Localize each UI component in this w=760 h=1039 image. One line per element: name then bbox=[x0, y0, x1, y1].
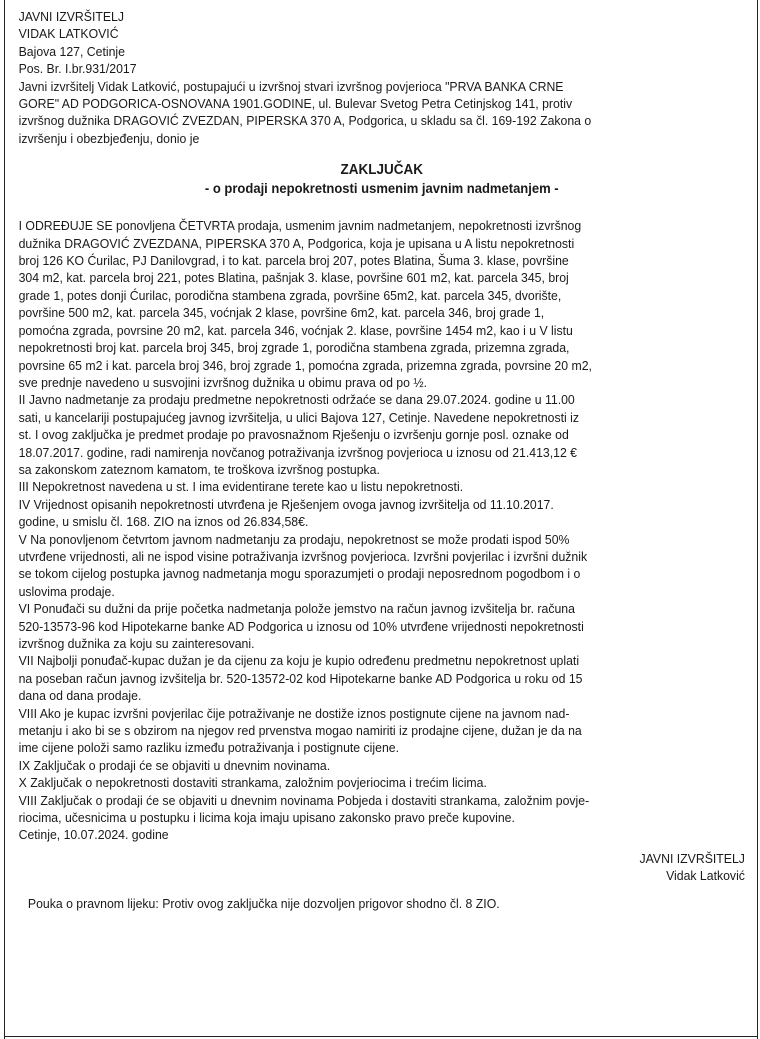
intro-line: izvršenju i obezbjeđenju, donio je bbox=[18, 130, 200, 146]
body-line: III Nepokretnost navedena u st. I ima evidentirane terete kao u listu nepokretnosti. bbox=[18, 479, 464, 495]
body-line: sa zakonskom zateznom kamatom, te troškova izvršnog postupka. bbox=[18, 461, 380, 477]
body-line: godine, u smislu čl. 168. ZIO na iznos od 26.834,58€. bbox=[18, 514, 309, 530]
body-line: ime cijene položi samo razliku između potraživanja i postignute cijene. bbox=[18, 740, 399, 756]
body-line: broj 126 KO Ćurilac, PJ Danilovgrad, i to kat. parcela broj 207, potes Blatina, Šuma 3. klase, površine bbox=[18, 253, 569, 269]
intro-line: GORE" AD PODGORICA-OSNOVANA 1901.GODINE, ul. Bulevar Svetog Petra Cetinjskog 141, protiv bbox=[18, 96, 573, 112]
document-title: ZAKLJUČAK bbox=[340, 162, 423, 179]
body-line: V Na ponovljenom četvrtom javnom nadmetanju za prodaju, nepokretnost se može prodati ispod 50% bbox=[18, 531, 570, 547]
intro-line: izvršnog dužnika DRAGOVIĆ ZVEZDAN, PIPERSKA 370 A, Podgorica, u skladu sa čl. 169-192 Zakona o bbox=[18, 113, 592, 129]
body-line: 520-13573-96 kod Hipotekarne banke AD Podgorica u iznosu od 10% utvrđene vrijednosti nepokretnosti bbox=[18, 618, 584, 634]
body-line: I ODREĐUJE SE ponovljena ČETVRTA prodaja, usmenim javnim nadmetanjem, nepokretnosti izvršnog bbox=[18, 218, 582, 234]
body-line: se tokom cijelog postupka javnog nadmetanja mogu sporazumjeti o prodaji neposrednom pogodbom i o bbox=[18, 566, 581, 582]
header-line: Pos. Br. I.br.931/2017 bbox=[18, 61, 137, 77]
body-line: povrsine 65 m2 i kat. parcela broj 346, broj zgrade 1, pomoćna zgrada, prizemna zgrada, povrsine 20 m2, bbox=[18, 357, 592, 373]
header-block bbox=[19, 8, 745, 78]
body-line: sati, u kancelariji postupajućeg javnog izvršitelja, u ulici Bajova 127, Cetinje. Navedene nepokretnosti iz bbox=[18, 409, 579, 425]
body-line: IX Zaključak o prodaji će se objaviti u dnevnim novinama. bbox=[18, 757, 331, 773]
body-line: nepokretnosti broj kat. parcela broj 345, broj zgrade 1, porodična stambena zgrada, prizemna zgrada, bbox=[18, 340, 570, 356]
body-line: 18.07.2017. godine, radi namirenja novčanog potraživanja izvršnog povjerioca u iznosu od 21.413,12 € bbox=[18, 444, 578, 460]
body-line: VIII Ako je kupac izvršni povjerilac čije potraživanje ne dostiže iznos postignute cijene na javnom nad- bbox=[18, 705, 570, 721]
signature-role: JAVNI IZVRŠITELJ bbox=[639, 850, 745, 866]
body-line: utvrđene vrijednosti, ali ne ispod visine potraživanja izvršnog povjerioca. Izvršni povjerilac i izvršni dužnik bbox=[18, 548, 588, 564]
body-line: površine 500 m2, kat. parcela 345, voćnjak 2 klase, površine 6m2, kat. parcela 346, broj grade 1, bbox=[18, 305, 545, 321]
signature-block bbox=[19, 850, 745, 885]
body-line: dana od dana prodaje. bbox=[18, 688, 142, 704]
body-line: dužnika DRAGOVIĆ ZVEZDANA, PIPERSKA 370 A, Podgorica, koja je upisana u A listu nepokretnosti bbox=[18, 235, 575, 251]
body-line: Cetinje, 10.07.2024. godine bbox=[18, 827, 169, 843]
intro-line: Javni izvršitelj Vidak Latković, postupajući u izvršnoj stvari izvršnog povjerioca "PRVA BANKA CRNE bbox=[18, 78, 564, 94]
body-line: sve prednje navedeno u susvojini izvršnog dužnika u obimu prava od po ½. bbox=[18, 374, 427, 390]
header-line: Bajova 127, Cetinje bbox=[18, 43, 125, 59]
body-line: riocima, učesnicima u postupku i licima koja imaju upisano zakonsko pravo preče kupovine. bbox=[18, 810, 515, 826]
body-line: uslovima prodaje. bbox=[18, 583, 115, 599]
signature-name: Vidak Latković bbox=[666, 868, 745, 884]
intro-paragraph bbox=[19, 78, 745, 148]
body-line: IV Vrijednost opisanih nepokretnosti utvrđena je Rješenjem ovoga javnog izvršitelja od 11.10.2017. bbox=[18, 496, 554, 512]
header-line: JAVNI IZVRŠITELJ bbox=[18, 9, 125, 24]
body-line: X Zaključak o nepokretnosti dostaviti strankama, založnim povjeriocima i trećim licima. bbox=[18, 775, 487, 791]
body-line: 304 m2, kat. parcela broj 221, potes Blatina, pašnjak 3. klase, površine 601 m2, kat. parcela 345, broj bbox=[18, 270, 569, 286]
body-line: izvršnog dužnika za koju su zainteresovani. bbox=[18, 636, 255, 651]
body-line: VI Ponuđači su dužni da prije početka nadmetanja polože jemstvo na račun javnog izvšitelja br. računa bbox=[18, 601, 575, 617]
body-line: pomoćna zgrada, povrsine 20 m2, kat. parcela 346, voćnjak 2. klase, površine 1454 m2, kao i u V listu bbox=[18, 322, 573, 338]
body-line: grade 1, potes donji Ćurilac, porodična stambena zgrada, površine 65m2, kat. parcela 345, dvorište, bbox=[18, 287, 562, 303]
body-line: VIII Zaključak o prodaji će se objaviti u dnevnim novinama Pobjeda i dostaviti strankama, založnim povje- bbox=[18, 792, 590, 808]
document-subtitle: - o prodaji nepokretnosti usmenim javnim nadmetanjem - bbox=[204, 180, 559, 197]
body-line: II Javno nadmetanje za prodaju predmetne nepokretnosti održaće se dana 29.07.2024. godine u 11.00 bbox=[18, 392, 575, 408]
body-line: na poseban račun javnog izvšitelja br. 520-13572-02 kod Hipotekarne banke AD Podgorica u roku od 15 bbox=[18, 670, 583, 686]
body-block bbox=[19, 217, 745, 844]
body-line: metanju i ako bi se s obzirom na njegov red prvenstva mogao namiriti iz prodajne cijene, dužan je da na bbox=[18, 723, 582, 739]
header-line: VIDAK LATKOVIĆ bbox=[18, 26, 119, 42]
body-line: VII Najbolji ponuđač-kupac dužan je da cijenu za koju je kupio određenu predmetnu nepokretnost uplati bbox=[18, 653, 580, 669]
legal-remedy-note: Pouka o pravnom lijeku: Protiv ovog zaključka nije dozvoljen prigovor shodno čl. 8 ZIO. bbox=[27, 895, 500, 911]
body-line: st. I ovog zaključka je predmet prodaje po pravosnažnom Rješenju o izvršenju gornje posl. oznake od bbox=[18, 427, 569, 443]
